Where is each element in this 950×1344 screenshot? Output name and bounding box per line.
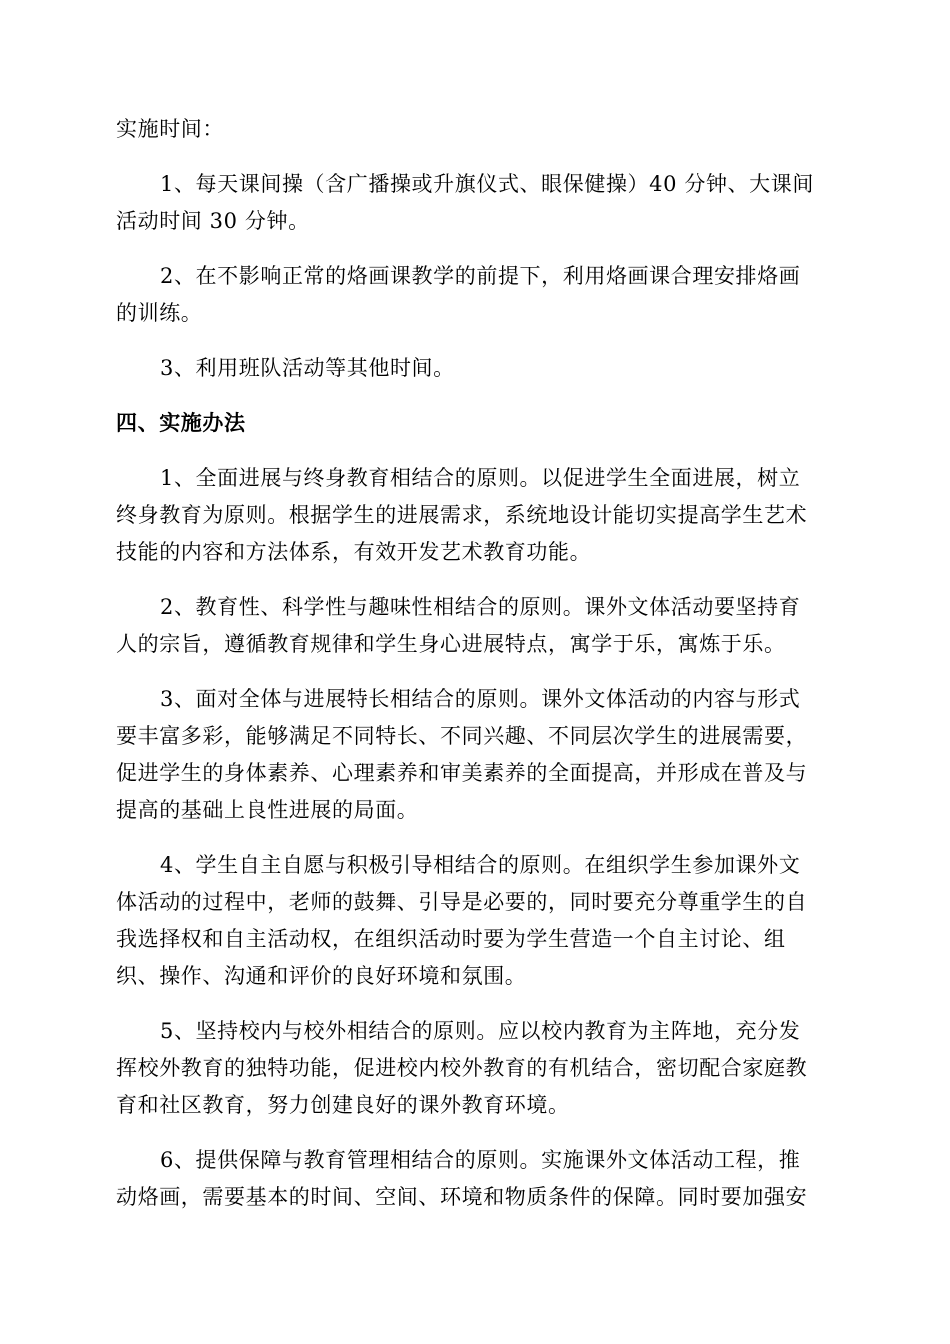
- principle-2-line-2: 人的宗旨，遵循教育规律和学生身心进展特点，寓学于乐，寓炼于乐。: [116, 632, 786, 656]
- time-item-1-line-2: 活动时间 30 分钟。: [116, 209, 310, 233]
- principle-2-line-1: 2、教育性、科学性与趣味性相结合的原则。课外文体活动要坚持育: [160, 595, 801, 619]
- time-label: 实施时间：: [116, 117, 224, 141]
- principle-4-line-3: 我选择权和自主活动权，在组织活动时要为学生营造一个自主讨论、组: [116, 927, 786, 951]
- principle-1-line-3: 技能的内容和方法体系，有效开发艺术教育功能。: [116, 540, 592, 564]
- principle-4-line-1: 4、学生自主自愿与积极引导相结合的原则。在组织学生参加课外文: [160, 853, 801, 877]
- principle-3-line-1: 3、面对全体与进展特长相结合的原则。课外文体活动的内容与形式: [160, 687, 801, 711]
- principle-3-line-2: 要丰富多彩，能够满足不同特长、不同兴趣、不同层次学生的进展需要，: [116, 724, 808, 748]
- principle-5-line-2: 挥校外教育的独特功能，促进校内校外教育的有机结合，密切配合家庭教: [116, 1056, 808, 1080]
- principle-5-line-1: 5、坚持校内与校外相结合的原则。应以校内教育为主阵地，充分发: [160, 1019, 801, 1043]
- time-item-1-line-1: 1、每天课间操（含广播操或升旗仪式、眼保健操）40 分钟、大课间: [160, 172, 814, 196]
- time-item-2-line-2: 的训练。: [116, 301, 203, 325]
- principle-3-line-4: 提高的基础上良性进展的局面。: [116, 798, 419, 822]
- principle-4-line-2: 体活动的过程中，老师的鼓舞、引导是必要的，同时要充分尊重学生的自: [116, 890, 808, 914]
- principle-3-line-3: 促进学生的身体素养、心理素养和审美素养的全面提高，并形成在普及与: [116, 761, 808, 785]
- time-item-3-line-1: 3、利用班队活动等其他时间。: [160, 356, 455, 380]
- principle-6-line-1: 6、提供保障与教育管理相结合的原则。实施课外文体活动工程，推: [160, 1148, 801, 1172]
- section-heading: 四、实施办法: [116, 410, 246, 435]
- time-item-2-line-1: 2、在不影响正常的烙画课教学的前提下，利用烙画课合理安排烙画: [160, 264, 801, 288]
- principle-1-line-2: 终身教育为原则。根据学生的进展需求，系统地设计能切实提高学生艺术: [116, 503, 808, 527]
- principle-5-line-3: 育和社区教育，努力创建良好的课外教育环境。: [116, 1093, 570, 1117]
- principle-6-line-2: 动烙画，需要基本的时间、空间、环境和物质条件的保障。同时要加强安: [116, 1185, 808, 1209]
- principle-4-line-4: 织、操作、沟通和评价的良好环境和氛围。: [116, 964, 527, 988]
- principle-1-line-1: 1、全面进展与终身教育相结合的原则。以促进学生全面进展，树立: [160, 466, 801, 490]
